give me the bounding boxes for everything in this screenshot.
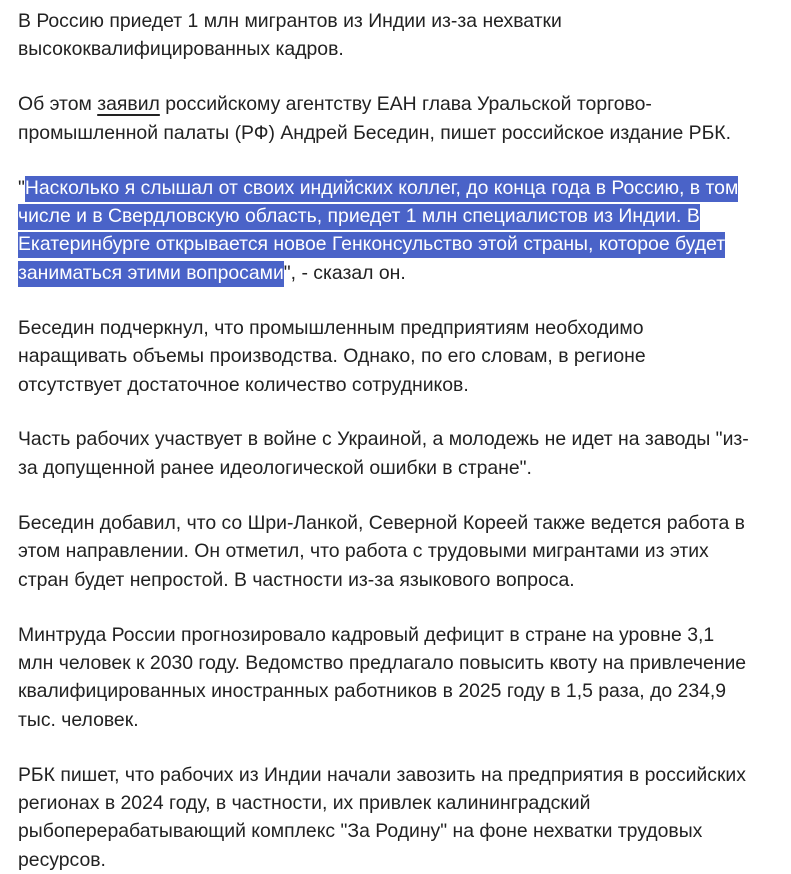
paragraph-ministry: Минтруда России прогнозировало кадровый дефицит в стране на уровне 3,1 млн человек к 2030 году. Ведомство предлагало повысить квоту на привлечение квалифицированных иностранных работников в 2025 году в 1,5 раза, до 234,9 тыс. человек.	[18, 623, 747, 731]
paragraph-source	[18, 90, 751, 147]
paragraph-source-before: Об этом	[18, 93, 98, 116]
paragraph-rbc: РБК пишет, что рабочих из Индии начали завозить на предприятия в российских регионах в 2024 году, в частности, их привлек калининградский рыбоперерабатывающий комплекс "За Родину" на фоне нехватки трудовых ресурсов.	[18, 763, 746, 871]
paragraph-workers: Часть рабочих участвует в войне с Украиной, а молодежь не идет на заводы "из-за допущенной ранее идеологической ошибки в стране".	[18, 428, 749, 479]
quote-open-mark: "	[18, 176, 25, 199]
quote-attribution: ", - сказал он.	[283, 261, 406, 284]
paragraph-other-countries: Беседин добавил, что со Шри-Ланкой, Северной Кореей также ведется работа в этом направлении. Он отметил, что работа с трудовыми мигрантами из этих стран будет непростой. В частности из-за языкового вопроса.	[18, 511, 745, 591]
paragraph-quote	[18, 174, 751, 288]
paragraph-lead: В Россию приедет 1 млн мигрантов из Индии из-за нехватки высококвалифицированных кадров.	[18, 10, 562, 61]
selected-quote-text[interactable]: Насколько я слышал от своих индийских коллег, до конца года в Россию, в том числе и в Свердловскую область, приедет 1 млн специалистов из Индии. В Екатеринбурге открывается новое Генконсульство этой страны, которое будет заниматься этими вопросами	[18, 176, 738, 287]
paragraph-source-after: российскому агентству ЕАН глава Уральской торгово-промышленной палаты (РФ) Андрей Беседин, пишет российское издание РБК.	[18, 93, 731, 144]
source-link[interactable]: заявил	[97, 93, 160, 116]
paragraph-production: Беседин подчеркнул, что промышленным предприятиям необходимо наращивать объемы производства. Однако, по его словам, в регионе отсутствует достаточное количество сотрудников.	[18, 316, 646, 396]
